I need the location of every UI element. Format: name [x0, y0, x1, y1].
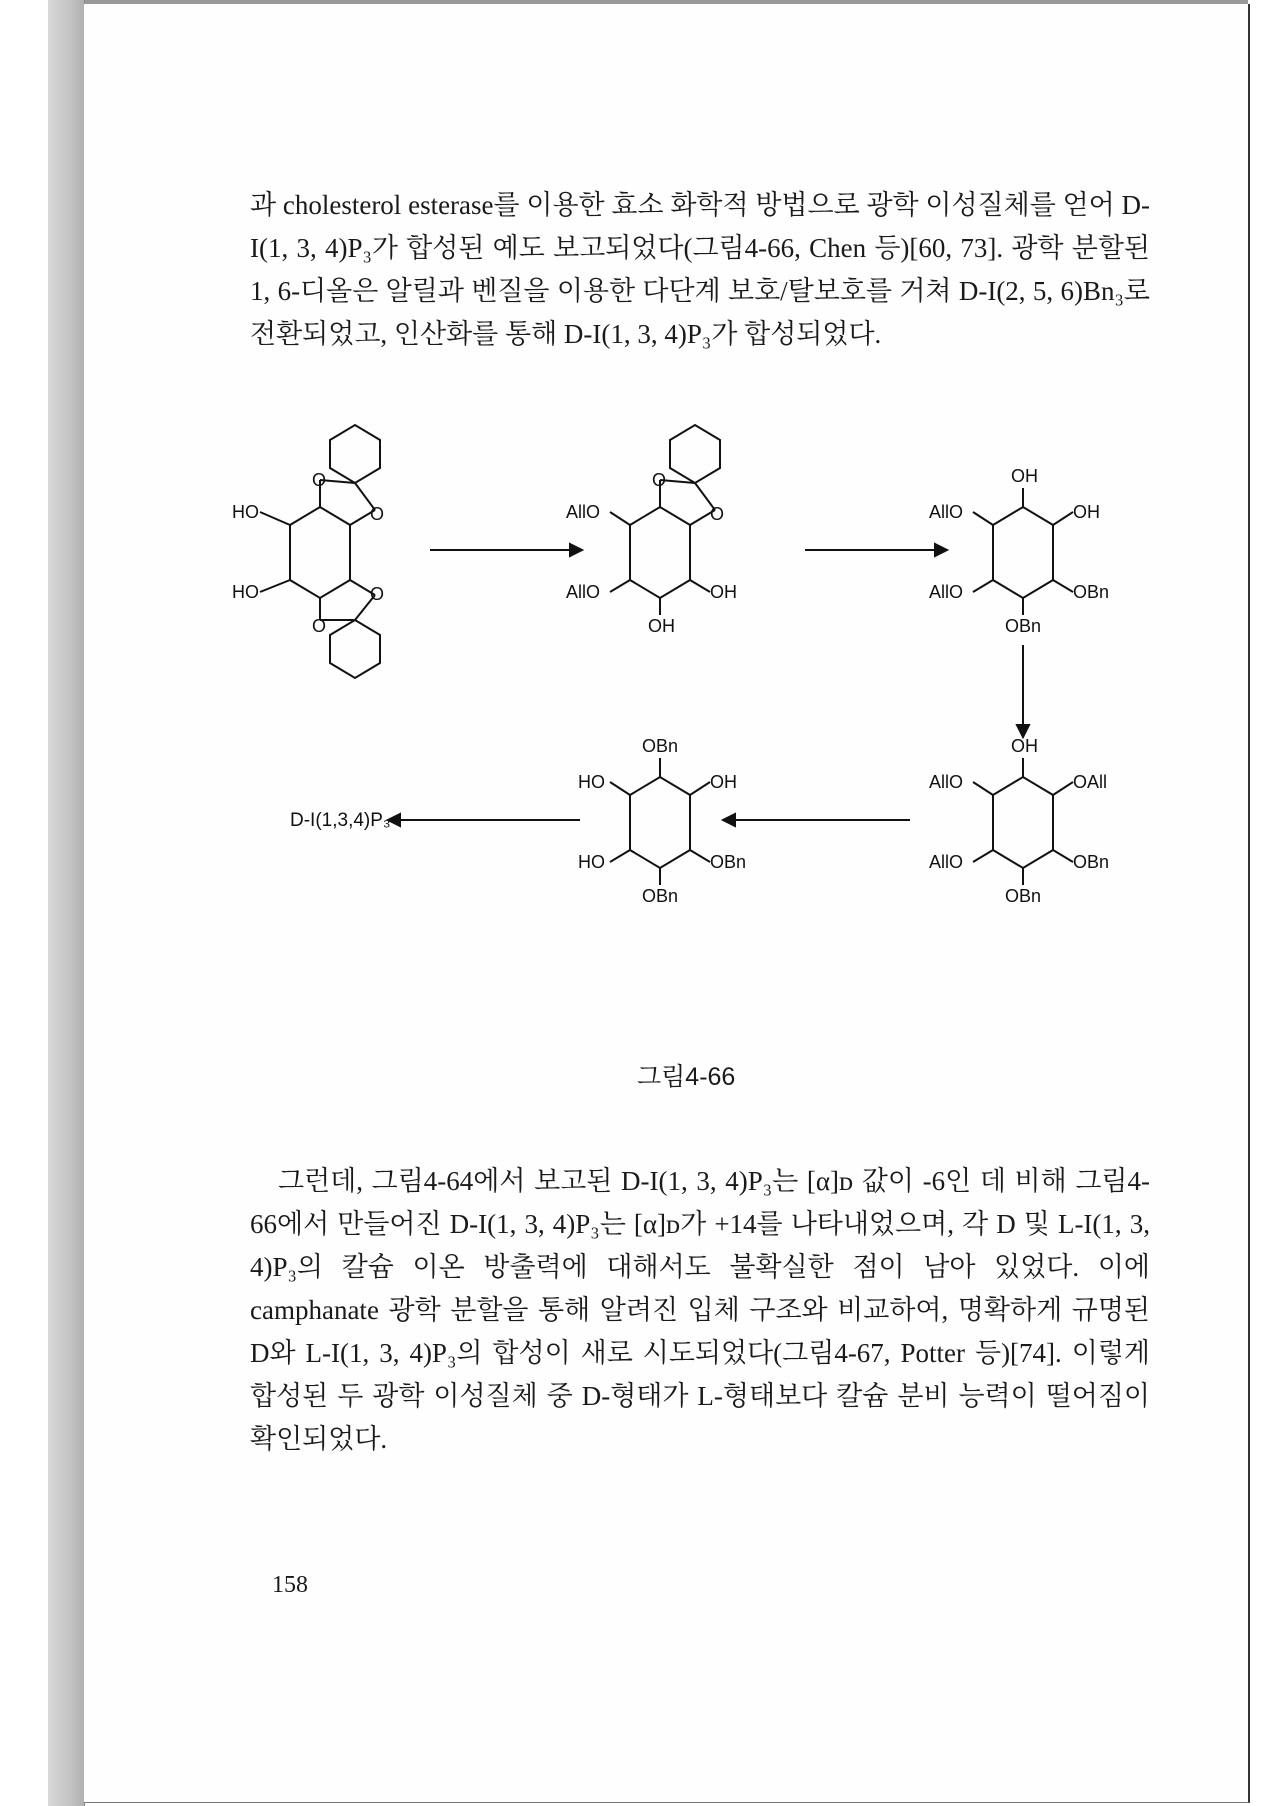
label-o-2: O: [370, 504, 385, 524]
label-o-5: O: [652, 470, 667, 490]
label-oh-5: OH: [1011, 736, 1038, 756]
label-obn-4: OBn: [1005, 886, 1042, 906]
paragraph-bottom-text: 그런데, 그림4-64에서 보고된 D-I(1, 3, 4)P₃는 [α]ᴅ 값이 -6인 데 비해 그림4-66에서 만들어진 D-I(1, 3, 4)P₃는 [α]ᴅ가 +14를 나타내었으며, 각 D 및 L-I(1, 3, 4)P₃의 칼슘 이온 방출력에 대해서도 불확실한 점이 남아 있었다. 이에 camphanate 광학 분할을 통해 알려진 입체 구조와 비교하여, 명확하게 규명된 D와 L-I(1, 3, 4)P₃의 합성이 새로 시도되었다(그림4-67, Potter 등)[74]. 이렇게 합성된 두 광학 이성질체 중 D-형태가 L-형태보다 칼슘 분비 능력이 떨어짐이 확인되었다.: [250, 1166, 1150, 1454]
product-label: D-I(1,3,4)P₃: [290, 810, 391, 831]
book-spine-edge: [48, 0, 85, 1806]
label-oh-6: OH: [710, 772, 737, 792]
label-oh-1: OH: [710, 582, 737, 602]
compound-3: [929, 466, 1109, 636]
ring-3: [993, 507, 1053, 598]
label-o-3: O: [370, 584, 385, 604]
label-oall-1: OAll: [1073, 772, 1108, 792]
label-allo-1: AllO: [566, 502, 601, 522]
paragraph-top-text: 과 cholesterol esterase를 이용한 효소 화학적 방법으로 광학 이성질체를 얻어 D-I(1, 3, 4)P₃가 합성된 예도 보고되었다(그림4-66, Chen 등)[60, 73]. 광학 분할된 1, 6-디올은 알릴과 벤질을 이용한 다단계 보호/탈보호를 거쳐 D-I(2, 5, 6)Bn₃로 전환되었고, 인산화를 통해 D-I(1, 3, 4)P₃가 합성되었다.: [250, 190, 1150, 349]
label-obn-7: OBn: [642, 886, 679, 906]
label-ho-4: HO: [578, 852, 605, 872]
ring-1: [290, 507, 350, 598]
label-o-4: O: [312, 616, 327, 636]
arrowhead-4: [723, 814, 735, 826]
compound-5: [578, 736, 746, 906]
paragraph-top: [250, 184, 1150, 356]
label-allo-3: AllO: [929, 502, 964, 522]
label-ho-1: HO: [232, 502, 259, 522]
label-allo-5: AllO: [929, 772, 964, 792]
cyclohexylidene-1b: [330, 620, 380, 678]
ring-5: [630, 777, 690, 868]
label-allo-6: AllO: [929, 852, 964, 872]
page-number: 158: [272, 1572, 308, 1598]
label-ho-3: HO: [578, 772, 605, 792]
label-obn-1: OBn: [1073, 582, 1110, 602]
label-oh-4: OH: [1073, 502, 1100, 522]
label-obn-3: OBn: [1073, 852, 1110, 872]
ring-2: [630, 507, 690, 598]
label-obn-2: OBn: [1005, 616, 1042, 636]
label-oh-2: OH: [648, 616, 675, 636]
label-allo-4: AllO: [929, 582, 964, 602]
arrowhead-1: [570, 544, 582, 556]
label-o-6: O: [710, 504, 725, 524]
label-obn-5: OBn: [642, 736, 679, 756]
compound-4: [929, 736, 1109, 906]
label-oh-3: OH: [1011, 466, 1038, 486]
label-ho-2: HO: [232, 582, 259, 602]
label-obn-6: OBn: [710, 852, 747, 872]
ring-4: [993, 777, 1053, 868]
reaction-scheme: [230, 466, 1190, 1040]
label-allo-2: AllO: [566, 582, 601, 602]
label-o-1: O: [312, 470, 327, 490]
paragraph-bottom: [250, 1160, 1150, 1461]
arrowhead-2: [935, 544, 947, 556]
figure-caption: 그림4-66: [637, 1063, 736, 1091]
